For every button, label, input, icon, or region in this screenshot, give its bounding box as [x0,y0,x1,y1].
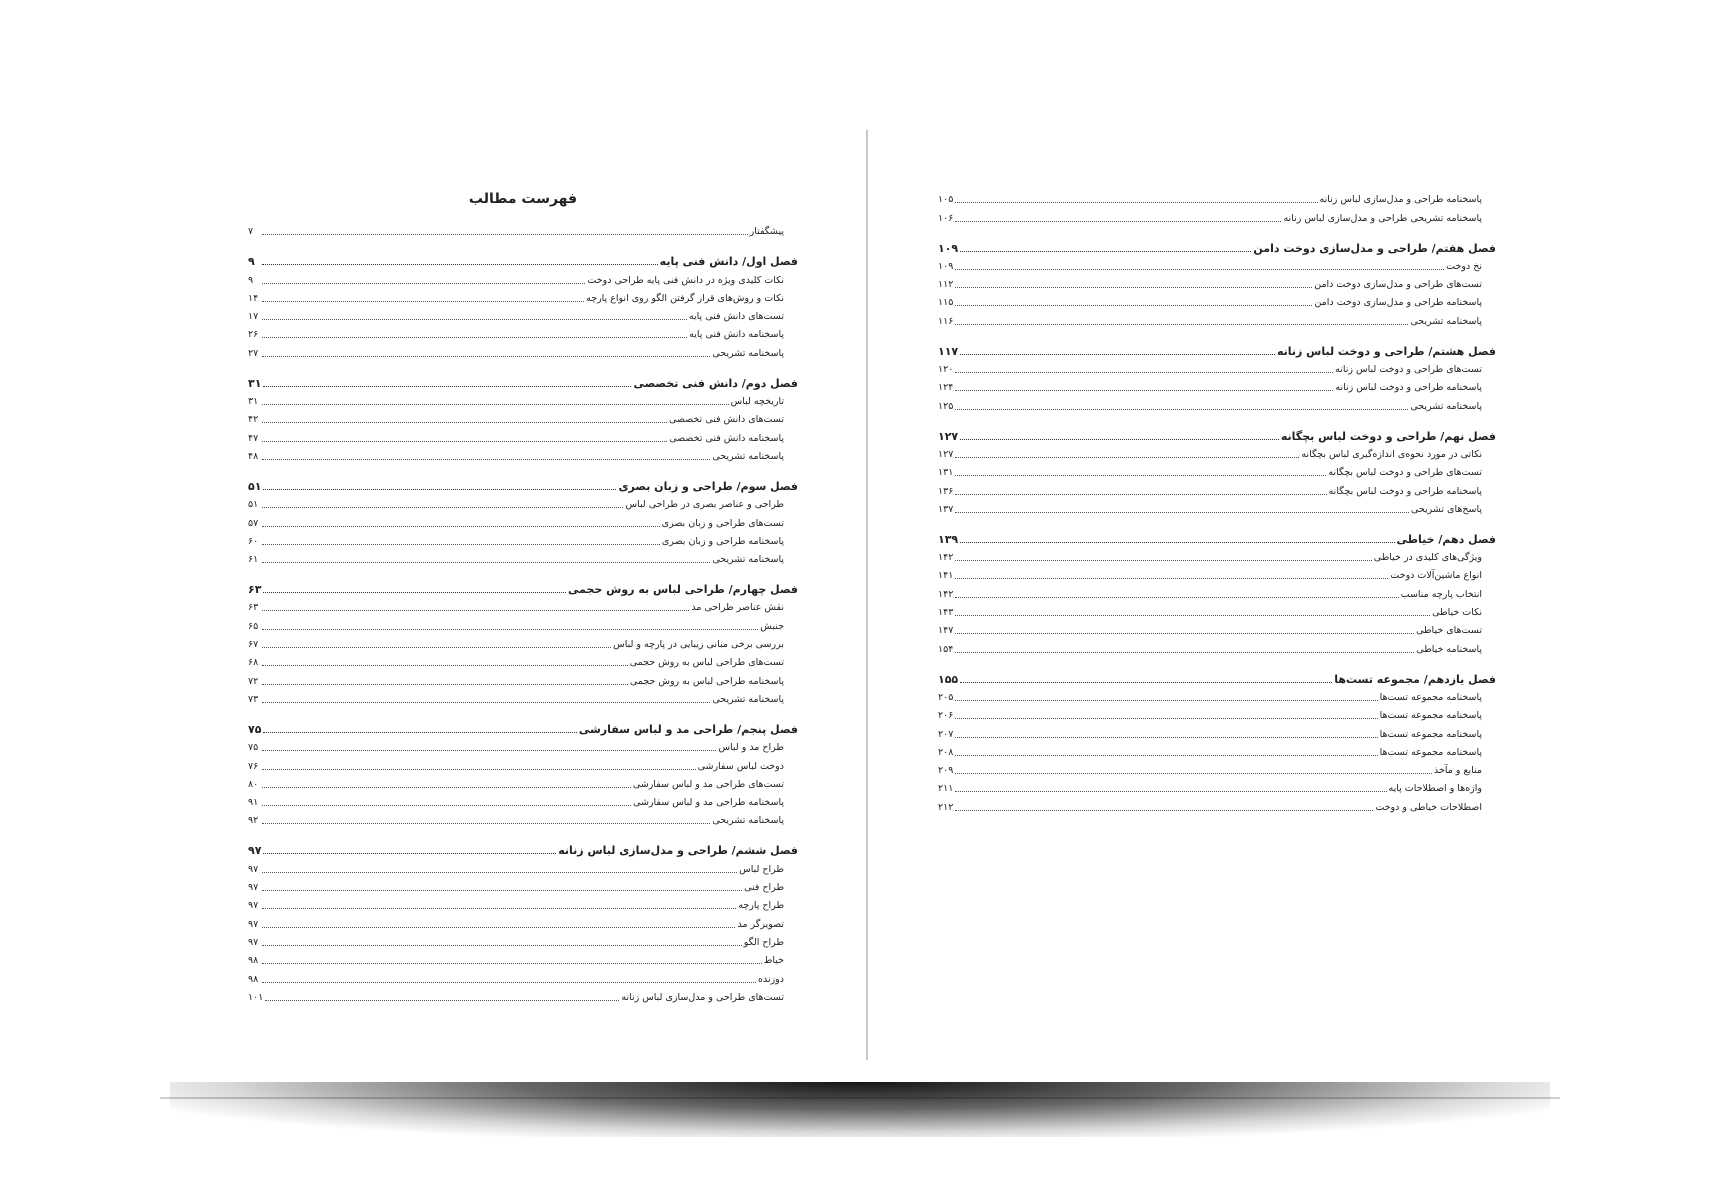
toc-page-number: ۱۴ [248,292,259,304]
toc-entry [248,809,798,827]
toc-chapter-heading [938,662,1496,686]
toc-entry [938,777,1496,795]
dot-leader [262,872,737,873]
toc-entry-title: تست‌های طراحی و دوخت لباس زنانه [1335,364,1482,376]
dot-leader [262,301,584,302]
dot-leader [955,475,1326,476]
dot-leader [262,823,710,824]
toc-entry [248,493,798,511]
toc-entry-title: طراح پارچه [738,900,784,912]
dot-leader [262,805,631,806]
toc-entry-title: تست‌های طراحی و مدل‌سازی لباس زنانه [621,991,784,1003]
toc-entry-title: دوخت لباس سفارشی [697,760,784,772]
dot-leader [955,390,1333,391]
toc-entry-title: پیشگفتار [749,226,784,238]
toc-entry [248,596,798,614]
dot-leader [262,629,758,630]
toc-page-number: ۱۲۴ [938,382,954,394]
toc-page-number: ۸۰ [248,778,259,790]
toc-entry [248,341,798,359]
toc-entry [248,220,798,238]
dot-leader [262,526,660,527]
toc-entry-title: طراح مد و لباس [718,742,784,754]
toc-entry-title: فصل ششم/ طراحی و مدل‌سازی لباس زنانه [558,844,798,858]
dot-leader [262,787,631,788]
toc-entry-title: پاسخنامه تشریحی [1410,400,1482,412]
toc-entry [248,268,798,286]
dot-leader [955,791,1386,792]
toc-entry-title: فصل نهم/ طراحی و دوخت لباس بچگانه [1280,429,1496,443]
toc-page-number: ۱۰۱ [248,991,264,1003]
toc-entry-title: انتخاب پارچه مناسب [1400,588,1482,600]
dot-leader [955,409,1408,410]
toc-entry-title: فصل سوم/ طراحی و زبان بصری [618,479,798,493]
toc-entry [248,426,798,444]
toc-page-number: ۶۰ [248,535,259,547]
page-title: فهرست مطالب [468,191,578,207]
left-page [248,188,798,1004]
dot-leader [955,615,1430,616]
toc-entry-title: خیاط [763,955,784,967]
toc-entry [938,461,1496,479]
dot-leader [262,769,696,770]
toc-chapter-heading [248,572,798,596]
dot-leader [955,737,1377,738]
toc-page-number: ۲۱۲ [938,801,954,813]
dot-leader [262,684,628,685]
toc-entry-title: فصل یازدهم/ مجموعه تست‌ها [1334,672,1496,686]
toc-entry [248,669,798,687]
dot-leader [955,755,1377,756]
toc-page-number: ۹۸ [248,973,259,985]
toc-page-number: ۵۱ [248,479,262,493]
toc-entry [938,601,1496,619]
dot-leader [262,945,742,946]
dot-leader [262,459,710,460]
dot-leader [263,732,576,733]
toc-page-number: ۶۸ [248,657,259,669]
toc-entry-title: پاسخنامه طراحی لباس به روش حجمی [629,675,784,687]
toc-entry [248,305,798,323]
toc-page-number: ۱۰۹ [938,241,959,255]
dot-leader [955,494,1326,495]
toc-page-number: ۷۵ [248,742,259,754]
toc-entry-title: پاسخنامه تشریحی طراحی و مدل‌سازی لباس زنانه [1283,212,1482,224]
dot-leader [262,337,687,338]
toc-page-number: ۹ [248,274,254,286]
toc-page-number: ۳۱ [248,396,259,408]
toc-entry-title: فصل اول/ دانش فنی پایه [659,255,798,269]
toc-entry-title: پاسخنامه مجموعه تست‌ها [1379,691,1482,703]
dot-leader [263,489,616,490]
toc-page-number: ۱۱۶ [938,315,954,327]
toc-page-number: ۹۷ [248,900,259,912]
toc-entry-title: پاسخنامه تشریحی [712,693,784,705]
toc-entry [248,912,798,930]
toc-entry-title: پاسخنامه طراحی و دوخت لباس زنانه [1335,382,1482,394]
toc-page-number: ۱۳۹ [938,532,959,546]
toc-entry [938,206,1496,224]
dot-leader [262,264,658,265]
toc-page-number: ۵۱ [248,499,259,511]
toc-page-number: ۱۰۵ [938,194,954,206]
toc-entry [248,773,798,791]
dot-leader [960,354,1275,355]
dot-leader [955,633,1414,634]
toc-page-number: ۵۷ [248,517,259,529]
toc-page-number: ۲۶ [248,329,259,341]
toc-entry-title: پاسخنامه تشریحی [712,554,784,566]
dot-leader [263,386,631,387]
toc-page-number: ۹۷ [248,936,259,948]
dot-leader [955,221,1281,222]
toc-page-number: ۹۸ [248,955,259,967]
toc-entry-title: پاسخنامه طراحی و دوخت لباس بچگانه [1328,485,1482,497]
toc-entry-title: پاسخنامه طراحی و مدل‌سازی لباس زنانه [1319,194,1482,206]
toc-page-number: ۲۰۶ [938,710,954,722]
toc-entry-title: منابع و مآخذ [1433,765,1482,777]
toc-entry-title: پاسخنامه دانش فنی تخصصی [669,432,784,444]
toc-entry [248,530,798,548]
toc-page-number: ۳۱ [248,376,262,390]
toc-page-number: ۴۲ [248,414,259,426]
toc-entry [248,967,798,985]
book-spine [866,130,868,1060]
dot-leader [955,305,1312,306]
toc-entry [938,309,1496,327]
toc-entry [248,876,798,894]
dot-leader [262,441,667,442]
toc-entry-title: پاسخنامه تشریحی [712,450,784,462]
dot-leader [955,512,1409,513]
toc-entry [248,651,798,669]
toc-entry [248,287,798,305]
dot-leader [955,597,1398,598]
toc-page-number: ۱۷ [248,311,259,323]
toc-entry-title: تست‌های طراحی لباس به روش حجمی [629,657,784,669]
toc-entry-title: انواع ماشین‌آلات دوخت [1390,570,1482,582]
toc-entry [938,376,1496,394]
toc-entry-title: بررسی برخی مبانی زیبایی در پارچه و لباس [613,639,784,651]
toc-chapter-heading [938,522,1496,546]
dot-leader [262,562,710,563]
toc-entry-title: طراح فنی [744,882,784,894]
toc-entry [938,498,1496,516]
toc-page-number: ۱۲۰ [938,364,954,376]
toc-entry-title: واژه‌ها و اصطلاحات پایه [1388,783,1482,795]
toc-page-number: ۱۳۶ [938,485,954,497]
toc-entry-title: دوزنده [757,973,784,985]
toc-page-number: ۲۰۹ [938,765,954,777]
dot-leader [262,982,756,983]
toc-page-number: ۹ [248,255,255,269]
toc-page-number: ۲۰۸ [938,746,954,758]
toc-entry [938,704,1496,722]
toc-entry-title: نکات و روش‌های قرار گرفتن الگو روی انواع پارچه [586,292,784,304]
toc-entry-title: پاسخنامه تشریحی [712,815,784,827]
toc-page-number: ۷۲ [248,675,259,687]
toc-entry [248,986,798,1004]
dot-leader [262,234,748,235]
toc-chapter-heading [938,231,1496,255]
toc-entry [248,511,798,529]
dot-leader [262,647,611,648]
toc-page-number: ۹۷ [248,882,259,894]
toc-entry [248,949,798,967]
toc-entry-title: فصل دوم/ دانش فنی تخصصی [633,376,798,390]
toc-chapter-heading [248,366,798,390]
dot-leader [262,927,735,928]
toc-page-number: ۹۷ [248,863,259,875]
toc-page-number: ۹۷ [248,918,259,930]
toc-entry [248,445,798,463]
toc-page-number: ۷۳ [248,693,259,705]
toc-entry [938,759,1496,777]
toc-entry [938,741,1496,759]
toc-entry-title: پاسخنامه دانش فنی پایه [689,329,784,341]
toc-entry-title: فصل پنجم/ طراحی مد و لباس سفارشی [578,722,798,736]
toc-page-number: ۱۵۴ [938,643,954,655]
toc-page-number: ۲۷ [248,347,259,359]
toc-entry [248,548,798,566]
dot-leader [262,507,623,508]
toc-entry-title: نکات کلیدی ویژه در دانش فنی پایه طراحی دوخت [587,274,784,286]
toc-entry [248,323,798,341]
dot-leader [262,319,687,320]
toc-entry-title: تست‌های طراحی و مدل‌سازی دوخت دامن [1314,279,1482,291]
dot-leader [960,542,1394,543]
dot-leader [955,700,1377,701]
toc-page-number: ۱۳۱ [938,467,954,479]
toc-page-number: ۱۴۲ [938,552,954,564]
dot-leader [262,404,729,405]
dot-leader [263,853,556,854]
toc-list [248,220,798,1004]
toc-entry [938,273,1496,291]
toc-page-number: ۱۲۵ [938,400,954,412]
toc-page-number: ۲۱۱ [938,783,954,795]
toc-page-number: ۴۷ [248,432,259,444]
dot-leader [262,356,710,357]
toc-entry-title: پاسخ‌های تشریحی [1410,503,1482,515]
toc-entry-title: پاسخنامه تشریحی [1410,315,1482,327]
toc-page-number: ۱۵۵ [938,672,959,686]
toc-entry-title: ویژگی‌های کلیدی در خیاطی [1373,552,1482,564]
dot-leader [262,283,585,284]
toc-entry [248,736,798,754]
toc-page-number: ۷ [248,226,254,238]
dot-leader [262,750,716,751]
toc-page-number: ۱۰۶ [938,212,954,224]
toc-entry [248,754,798,772]
dot-leader [955,324,1408,325]
dot-leader [955,578,1388,579]
dot-leader [955,560,1371,561]
toc-entry [248,390,798,408]
toc-entry-title: پاسخنامه تشریحی [712,347,784,359]
dot-leader [955,269,1444,270]
toc-entry [248,931,798,949]
toc-entry [938,564,1496,582]
toc-entry-title: پاسخنامه طراحی و مدل‌سازی دوخت دامن [1314,297,1482,309]
toc-entry-title: فصل چهارم/ طراحی لباس به روش حجمی [567,583,798,597]
toc-page-number: ۱۱۵ [938,297,954,309]
toc-entry [938,686,1496,704]
toc-chapter-heading [248,469,798,493]
toc-entry-title: نخ دوخت [1446,260,1482,272]
toc-entry [248,633,798,651]
dot-leader [262,702,710,703]
toc-entry [938,619,1496,637]
dot-leader [955,202,1317,203]
toc-list [938,188,1496,814]
toc-entry [938,188,1496,206]
dot-leader [955,810,1373,811]
toc-page-number: ۱۴۳ [938,607,954,619]
toc-page-number: ۱۱۷ [938,344,959,358]
toc-chapter-heading [938,334,1496,358]
toc-entry-title: تست‌های طراحی و زبان بصری [661,517,784,529]
toc-entry-title: پاسخنامه مجموعه تست‌ها [1379,728,1482,740]
toc-page-number: ۲۰۵ [938,691,954,703]
toc-entry [248,408,798,426]
toc-entry-title: فصل هفتم/ طراحی و مدل‌سازی دوخت دامن [1253,241,1496,255]
toc-entry-title: پاسخنامه طراحی مد و لباس سفارشی [633,797,784,809]
dot-leader [262,665,628,666]
dot-leader [955,372,1333,373]
toc-page-number: ۱۳۷ [938,503,954,515]
toc-entry-title: پاسخنامه مجموعه تست‌ها [1379,746,1482,758]
dot-leader [955,718,1377,719]
dot-leader [955,287,1312,288]
toc-chapter-heading [248,244,798,268]
toc-entry-title: تست‌های طراحی و دوخت لباس بچگانه [1328,467,1482,479]
toc-entry [248,894,798,912]
toc-page-number: ۶۱ [248,554,259,566]
toc-entry-title: تست‌های خیاطی [1416,625,1482,637]
dot-leader [262,422,667,423]
toc-page-number: ۱۴۱ [938,570,954,582]
toc-entry-title: فصل هشتم/ طراحی و دوخت لباس زنانه [1276,344,1496,358]
toc-entry [248,614,798,632]
toc-entry [938,795,1496,813]
toc-chapter-heading [248,712,798,736]
toc-page-number: ۹۲ [248,815,259,827]
toc-page-number: ۱۴۲ [938,588,954,600]
dot-leader [960,439,1279,440]
dot-leader [265,1000,619,1001]
toc-entry-title: تصویرگر مد [737,918,784,930]
toc-page-number: ۱۰۹ [938,260,954,272]
toc-entry-title: طراح لباس [739,863,784,875]
toc-page-number: ۴۸ [248,450,259,462]
toc-page-number: ۶۳ [248,602,259,614]
toc-entry [938,443,1496,461]
toc-entry-title: فصل دهم/ خیاطی [1396,532,1496,546]
toc-entry-title: تست‌های دانش فنی پایه [688,311,784,323]
toc-entry [248,688,798,706]
toc-entry-title: نکات خیاطی [1432,607,1482,619]
toc-page-number: ۶۳ [248,583,262,597]
dot-leader [262,610,689,611]
toc-entry [938,358,1496,376]
toc-entry [938,582,1496,600]
dot-leader [262,908,736,909]
dot-leader [262,890,742,891]
toc-entry [938,722,1496,740]
toc-page-number: ۶۵ [248,620,259,632]
toc-page-number: ۹۷ [248,844,262,858]
toc-entry-title: طراح الگو [743,936,784,948]
dot-leader [960,682,1332,683]
toc-chapter-heading [248,833,798,857]
toc-page-number: ۶۷ [248,639,259,651]
toc-entry [248,857,798,875]
toc-entry-title: تست‌های طراحی مد و لباس سفارشی [632,778,784,790]
book-shadow [170,1082,1550,1137]
toc-page-number: ۲۰۷ [938,728,954,740]
toc-entry-title: نکاتی در مورد نحوه‌ی اندازه‌گیری لباس بچگانه [1301,448,1482,460]
right-page [938,188,1496,814]
toc-entry [938,291,1496,309]
toc-page-number: ۷۵ [248,722,262,736]
toc-page-number: ۱۱۲ [938,279,954,291]
toc-entry-title: تاریخچه لباس [730,396,784,408]
toc-entry-title: نقش عناصر طراحی مد [691,602,784,614]
toc-entry-title: طراحی و عناصر بصری در طراحی لباس [625,499,784,511]
toc-page-number: ۱۲۷ [938,429,959,443]
toc-entry [938,637,1496,655]
toc-entry-title: پاسخنامه طراحی و زبان بصری [661,535,784,547]
toc-page-number: ۱۲۷ [938,448,954,460]
toc-chapter-heading [938,419,1496,443]
toc-entry-title: پاسخنامه خیاطی [1416,643,1482,655]
toc-entry [248,791,798,809]
dot-leader [262,544,660,545]
dot-leader [263,592,566,593]
toc-entry [938,546,1496,564]
toc-entry-title: اصطلاحات خیاطی و دوخت [1375,801,1482,813]
toc-entry-title: جنبش [760,620,784,632]
toc-entry [938,479,1496,497]
dot-leader [955,457,1299,458]
toc-page-number: ۹۱ [248,797,259,809]
toc-entry-title: پاسخنامه مجموعه تست‌ها [1379,710,1482,722]
dot-leader [262,963,762,964]
dot-leader [955,652,1414,653]
dot-leader [960,251,1251,252]
dot-leader [955,773,1432,774]
toc-entry [938,394,1496,412]
toc-entry-title: تست‌های دانش فنی تخصصی [669,414,784,426]
toc-page-number: ۷۶ [248,760,259,772]
toc-entry [938,255,1496,273]
toc-page-number: ۱۴۷ [938,625,954,637]
